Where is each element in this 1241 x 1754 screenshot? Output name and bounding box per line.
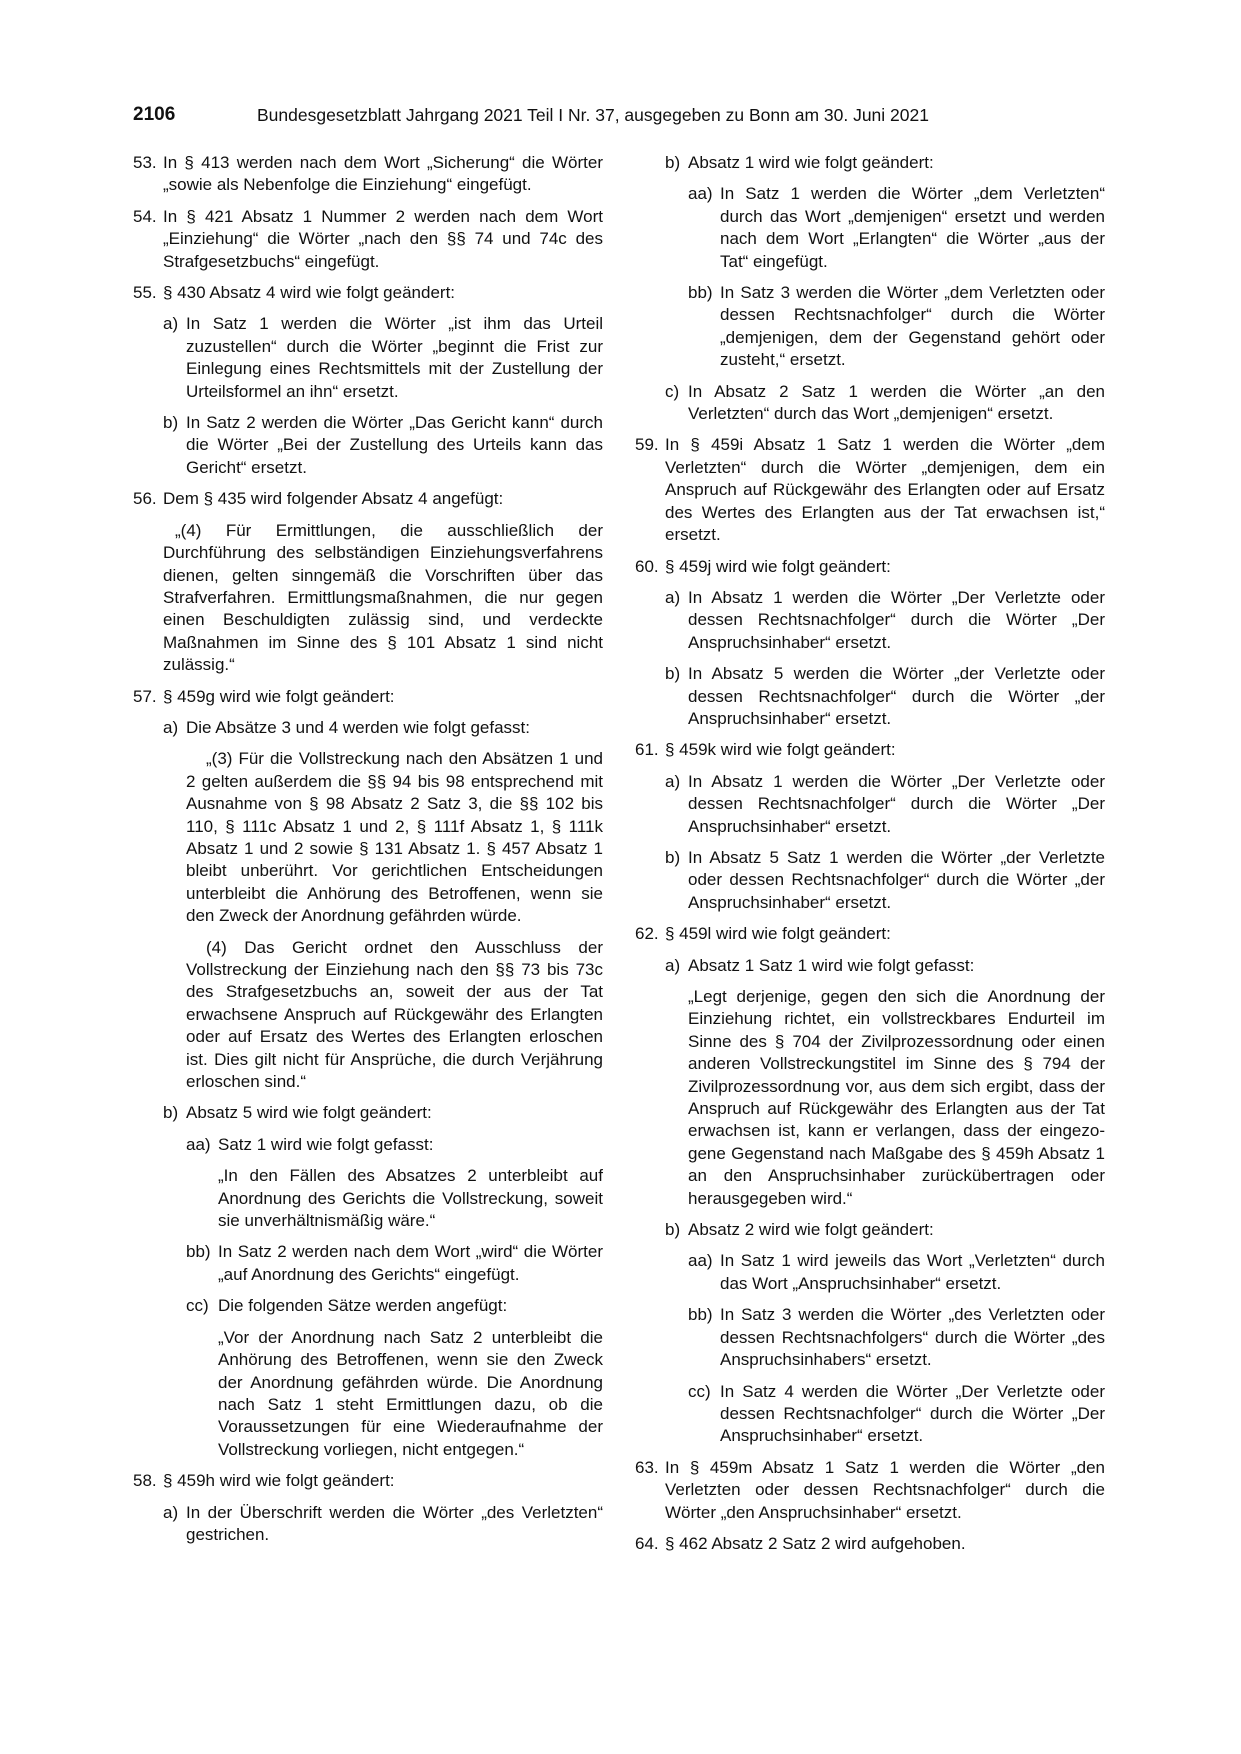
item-number: 58. <box>133 1471 157 1491</box>
item-number: 64. <box>635 1533 659 1553</box>
item-text: In Satz 2 werden die Wörter „Das Gericht kann“ durch die Wörter „Bei der Zustellung des Urteils kann das Gericht“ ersetzt. <box>186 413 603 477</box>
item-text: Absatz 5 wird wie folgt geändert: <box>186 1103 432 1123</box>
item-61b <box>665 847 1105 914</box>
item-text: Absatz 1 wird wie folgt geändert: <box>688 153 934 172</box>
item-text: Absatz 1 Satz 1 wird wie folgt gefasst: <box>688 955 975 975</box>
running-title: Bundesgesetzblatt Jahrgang 2021 Teil I Nr. 37, ausgegeben zu Bonn am 30. Juni 2021 <box>257 105 929 125</box>
item-58a <box>163 1502 603 1547</box>
item-number: 63. <box>635 1457 659 1477</box>
item-62b <box>665 1219 1105 1241</box>
item-label: a) <box>665 587 681 607</box>
quoted-text: „Legt derjenige, gegen den sich die Anordnung der Einziehung richtet, ein vollstreckbares Endurteil im Sinne des § 704 der Zivilprozessordnung oder einen anderen Vollstreckungstitel im Sinne des § 794 der Zivilprozessordnung vor, aus dem sich ergibt, dass der Anspruch auf Rückgewähr des Erlangten aus der Tat erwachsen ist, kann er verlangen, dass der eingezogene Gegenstand nach Maßgabe des § 459h Absatz 1 an den Anspruchsinhaber zurückübertragen oder herausgegeben wird.“ <box>688 987 1105 1208</box>
right-column <box>635 152 1105 1555</box>
item-61a <box>665 771 1105 838</box>
page-number: 2106 <box>133 104 176 125</box>
item-text: In Satz 3 werden die Wörter „des Verletzten oder dessen Rechtsnachfolgers“ durch die Wörter „des Anspruchsinhabers“ ersetzt. <box>720 1305 1105 1370</box>
item-58b <box>665 152 1105 174</box>
item-label: bb) <box>688 1305 713 1325</box>
item-57b-aa <box>186 1134 603 1156</box>
item-text: In § 459i Absatz 1 Satz 1 werden die Wörter „dem Verletzten“ durch die Wörter „demjenigen, dem ein Anspruch auf Rückgewähr des Erlangten oder auf Ersatz des Wertes des Erlangten aus der Tat erwachsen ist,“ ersetzt. <box>665 435 1105 545</box>
item-text: Dem § 435 wird folgender Absatz 4 angefügt: <box>163 489 504 509</box>
item-label: b) <box>665 664 681 684</box>
item-59 <box>635 434 1105 546</box>
item-number: 53. <box>133 153 157 172</box>
item-62b-aa <box>688 1250 1105 1295</box>
item-53 <box>133 152 603 197</box>
item-text: In der Überschrift werden die Wörter „des Verletzten“ gestrichen. <box>186 1502 603 1544</box>
item-60b <box>665 663 1105 730</box>
item-label: b) <box>665 847 681 867</box>
item-label: bb) <box>688 283 713 303</box>
item-label: bb) <box>186 1242 211 1262</box>
item-text: § 430 Absatz 4 wird wie folgt geändert: <box>163 283 456 303</box>
quoted-text: (4) Das Gericht ordnet den Ausschluss der Vollstreckung der Einziehung nach den §§ 73 bis 73c des Strafgesetzbuchs an, soweit der aus der Tat erwachsene Anspruch auf Rückgewähr des Erlangten oder auf Ersatz des Wertes des Erlangten erloschen ist. Dies gilt nicht für Ansprüche, die durch Verjährung erloschen sind.“ <box>186 937 603 1092</box>
item-60a <box>665 587 1105 654</box>
item-label: a) <box>163 314 179 334</box>
item-text: In Absatz 5 Satz 1 werden die Wörter „der Verletzte oder dessen Rechtsnachfolger“ durch die Wörter „der Anspruchsinhaber“ ersetzt. <box>688 847 1105 912</box>
item-text: In Absatz 1 werden die Wörter „Der Verletzte oder dessen Rechtsnachfolger“ durch die Wörter „Der Anspruchsinhaber“ ersetzt. <box>688 587 1105 652</box>
item-label: cc) <box>688 1381 711 1401</box>
item-number: 54. <box>133 206 157 226</box>
item-text: Die Absätze 3 und 4 werden wie folgt gefasst: <box>186 717 530 737</box>
item-label: aa) <box>688 184 713 204</box>
item-text: In Absatz 2 Satz 1 werden die Wörter „an den Verletzten“ durch das Wort „demjenigen“ ersetzt. <box>688 381 1105 424</box>
item-number: 60. <box>635 556 659 576</box>
item-63 <box>635 1457 1105 1524</box>
item-text: § 459j wird wie folgt geändert: <box>665 556 891 576</box>
item-text: In Satz 3 werden die Wörter „dem Verletzten oder dessen Rechtsnachfolger“ durch die Wörter „demjenigen, dem der Gegenstand gehört oder zusteht,“ ersetzt. <box>720 283 1105 370</box>
item-58b-bb <box>688 282 1105 372</box>
item-54 <box>133 206 603 273</box>
item-label: b) <box>665 1220 681 1240</box>
item-text: In Satz 1 werden die Wörter „ist ihm das Urteil zuzustellen“ durch die Wörter „beginnt die Frist zur Einlegung eines Rechtsmittels mit der Zustellung der Urteilsformel an ihn“ ersetzt. <box>186 314 603 401</box>
item-label: a) <box>163 1502 179 1522</box>
item-text: In § 421 Absatz 1 Nummer 2 werden nach dem Wort „Einziehung“ die Wörter „nach den §§ 74 und 74c des Strafgesetzbuchs“ eingefügt. <box>163 206 603 271</box>
item-text: Die folgenden Sätze werden angefügt: <box>218 1296 508 1316</box>
item-55a <box>163 313 603 403</box>
item-62b-bb <box>688 1304 1105 1371</box>
item-text: Absatz 2 wird wie folgt geändert: <box>688 1220 934 1240</box>
quoted-text: „(3) Für die Vollstreckung nach den Absätzen 1 und 2 gelten außerdem die §§ 94 bis 98 entsprechend mit Ausnahme von § 98 Absatz 2 Satz 3, die §§ 102 bis 110, § 111c Absatz 1 und 2, § 111f Absatz 1, § 111k Absatz 1 und 2 sowie § 131 Absatz 1. § 457 Absatz 1 bleibt unberührt. Vor gerichtlichen Entscheidungen unterbleibt die Anhörung des Betroffenen, wenn sie den Zweck der Anordnung gefährden würde. <box>186 749 603 926</box>
item-label: c) <box>665 381 680 401</box>
item-text: In § 413 werden nach dem Wort „Sicherung“ die Wörter „sowie als Nebenfolge die Einziehung“ eingefügt. <box>163 153 603 195</box>
item-57b <box>163 1102 603 1124</box>
item-number: 59. <box>635 435 659 455</box>
item-text: § 459l wird wie folgt geändert: <box>665 924 891 944</box>
item-number: 56. <box>133 489 157 509</box>
item-label: cc) <box>186 1296 209 1316</box>
item-text: In Satz 2 werden nach dem Wort „wird“ die Wörter „auf Anordnung des Gerichts“ eingefügt. <box>218 1242 603 1284</box>
item-text: In Satz 4 werden die Wörter „Der Verletzte oder dessen Rechtsnachfolger“ durch die Wörter „Der Anspruchsinhaber“ ersetzt. <box>720 1381 1105 1446</box>
item-62b-cc <box>688 1381 1105 1448</box>
item-text: In Absatz 1 werden die Wörter „Der Verletzte oder dessen Rechtsnachfolger“ durch die Wörter „Der Anspruchsinhaber“ ersetzt. <box>688 771 1105 836</box>
item-text: § 459h wird wie folgt geändert: <box>163 1471 395 1491</box>
item-62 <box>635 923 1105 945</box>
item-label: aa) <box>688 1251 713 1271</box>
item-label: aa) <box>186 1134 211 1154</box>
item-number: 55. <box>133 283 157 303</box>
item-60 <box>635 556 1105 578</box>
left-column <box>133 152 603 1546</box>
item-label: a) <box>665 955 681 975</box>
item-57a <box>163 717 603 739</box>
item-text: Satz 1 wird wie folgt gefasst: <box>218 1134 434 1154</box>
item-text: In Satz 1 werden die Wörter „dem Verletzten“ durch das Wort „demjenigen“ ersetzt und werden nach dem Wort „Erlangten“ die Wörter „aus der Tat“ eingefügt. <box>720 184 1105 271</box>
item-label: a) <box>163 717 179 737</box>
item-label: b) <box>665 153 681 172</box>
item-55 <box>133 282 603 304</box>
item-text: § 459k wird wie folgt geändert: <box>665 740 896 760</box>
item-64 <box>635 1533 1105 1555</box>
item-number: 62. <box>635 924 659 944</box>
item-text: § 462 Absatz 2 Satz 2 wird aufgehoben. <box>665 1533 966 1553</box>
item-text: In § 459m Absatz 1 Satz 1 werden die Wörter „den Verletzten oder dessen Rechtsnachfolger“ durch die Wörter „den Anspruchsinhaber“ ersetzt. <box>665 1457 1105 1522</box>
item-62a <box>665 955 1105 977</box>
item-text: § 459g wird wie folgt geändert: <box>163 686 395 706</box>
item-text: In Absatz 5 werden die Wörter „der Verletzte oder dessen Rechtsnachfolger“ durch die Wörter „der Anspruchsinhaber“ ersetzt. <box>688 664 1105 728</box>
item-text: In Satz 1 wird jeweils das Wort „Verletzten“ durch das Wort „Anspruchsinhaber“ ersetzt. <box>720 1251 1105 1293</box>
item-58c <box>665 381 1105 426</box>
item-57b-cc <box>186 1295 603 1317</box>
item-56 <box>133 488 603 510</box>
quoted-text: „(4) Für Ermittlungen, die ausschließlich der Durchführung des selbständigen Einziehungsverfahrens dienen, gelten sinngemäß die Vorschriften über das Strafverfahren. Ermittlungsmaßnahmen, die nur gegen einen Beschuldigten zulässig sind, und verdeckte Maßnahmen im Sinne des § 101 Absatz 1 sind nicht zulässig.“ <box>163 520 603 675</box>
page-header <box>133 104 1108 128</box>
item-label: b) <box>163 413 179 433</box>
quoted-text: „Vor der Anordnung nach Satz 2 unterbleibt die Anhörung des Betroffenen, wenn sie den Zweck der Anordnung gefährden würde. Die Anordnung nach Satz 1 steht Ermittlungen dazu, ob die Voraussetzungen für eine Wiederaufnahme der Vollstreckung vorliegen, nicht entgegen.“ <box>218 1327 603 1459</box>
item-58b-aa <box>688 183 1105 273</box>
quoted-text: „In den Fällen des Absatzes 2 unterbleibt auf Anordnung des Gerichts die Vollstreckung, soweit sie unverhältnismäßig wäre.“ <box>218 1166 603 1231</box>
item-label: a) <box>665 771 681 791</box>
item-number: 57. <box>133 686 157 706</box>
item-58 <box>133 1470 603 1492</box>
item-57b-bb <box>186 1241 603 1286</box>
item-55b <box>163 412 603 479</box>
item-number: 61. <box>635 740 659 760</box>
item-61 <box>635 739 1105 761</box>
item-57 <box>133 686 603 708</box>
item-label: b) <box>163 1103 179 1123</box>
